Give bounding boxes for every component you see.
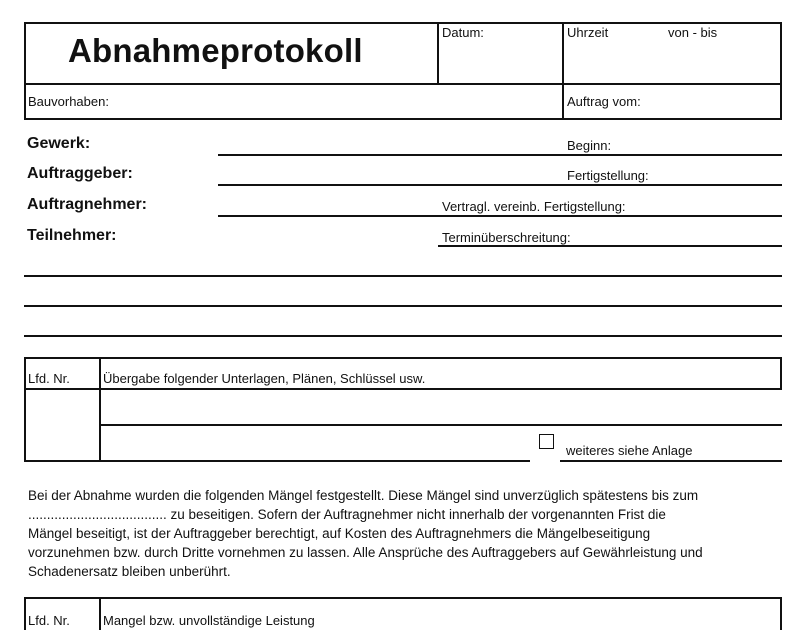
page-title: Abnahmeprotokoll [68, 32, 363, 69]
teilnehmer-line[interactable] [24, 275, 782, 277]
auftrag-vom-label: Auftrag vom: [567, 94, 641, 109]
table-border [99, 597, 101, 630]
table-border [24, 357, 26, 461]
teilnehmer-line[interactable] [24, 335, 782, 337]
bauvorhaben-label: Bauvorhaben: [28, 94, 109, 109]
teilnehmer-line[interactable] [24, 305, 782, 307]
lfd-nr-header: Lfd. Nr. [28, 613, 70, 628]
fertigstellung-label: Fertigstellung: [567, 168, 649, 183]
termin-label: Terminüberschreitung: [442, 230, 571, 245]
lfd-nr-header: Lfd. Nr. [28, 371, 70, 386]
table-border [99, 357, 101, 461]
vertragl-label: Vertragl. vereinb. Fertigstellung: [442, 199, 626, 214]
header-divider [562, 22, 564, 120]
table-row[interactable] [24, 460, 530, 462]
teilnehmer-line[interactable] [438, 245, 782, 247]
weiteres-anlage-label: weiteres siehe Anlage [566, 443, 693, 458]
table-border [780, 597, 782, 630]
paragraph-line: ..................................... zu beseitigen. Sofern der Auftragnehmer nicht innerhalb der vorgenannten Frist die [28, 507, 666, 522]
paragraph-line: Schadenersatz bleiben unberührt. [28, 564, 231, 579]
auftraggeber-label: Auftraggeber: [27, 165, 133, 182]
unterlagen-header: Übergabe folgender Unterlagen, Plänen, Schlüssel usw. [103, 371, 426, 386]
datum-label: Datum: [442, 25, 484, 40]
teilnehmer-label: Teilnehmer: [27, 227, 117, 244]
auftragnehmer-label: Auftragnehmer: [27, 196, 148, 213]
gewerk-label: Gewerk: [27, 135, 91, 152]
von-bis-label: von - bis [668, 25, 718, 40]
beginn-label: Beginn: [567, 138, 612, 153]
table-border [24, 597, 782, 599]
paragraph-line: Mängel beseitigt, ist der Auftraggeber berechtigt, auf Kosten des Auftragnehmers die Mängelbeseitigung [28, 526, 651, 541]
table-border [24, 597, 26, 630]
table-border [780, 357, 782, 390]
maengel-paragraph [28, 486, 788, 581]
gewerk-line[interactable] [218, 154, 782, 156]
weiteres-anlage-checkbox[interactable] [539, 434, 554, 449]
table-row[interactable] [99, 424, 782, 426]
table-border [24, 388, 782, 390]
table-row[interactable] [560, 460, 782, 462]
uhrzeit-label: Uhrzeit [567, 25, 609, 40]
auftraggeber-line[interactable] [218, 184, 782, 186]
mangel-header: Mangel bzw. unvollständige Leistung [103, 613, 315, 628]
header-divider [437, 22, 439, 84]
paragraph-line: Bei der Abnahme wurden die folgenden Mängel festgestellt. Diese Mängel sind unverzüglich spätestens bis zum [28, 488, 699, 503]
auftragnehmer-line[interactable] [218, 215, 782, 217]
table-border [24, 357, 782, 359]
header-divider [24, 83, 782, 85]
paragraph-line: vorzunehmen bzw. durch Dritte vornehmen zu lassen. Alle Ansprüche des Auftraggebers auf Gewährleistung und [28, 545, 703, 560]
